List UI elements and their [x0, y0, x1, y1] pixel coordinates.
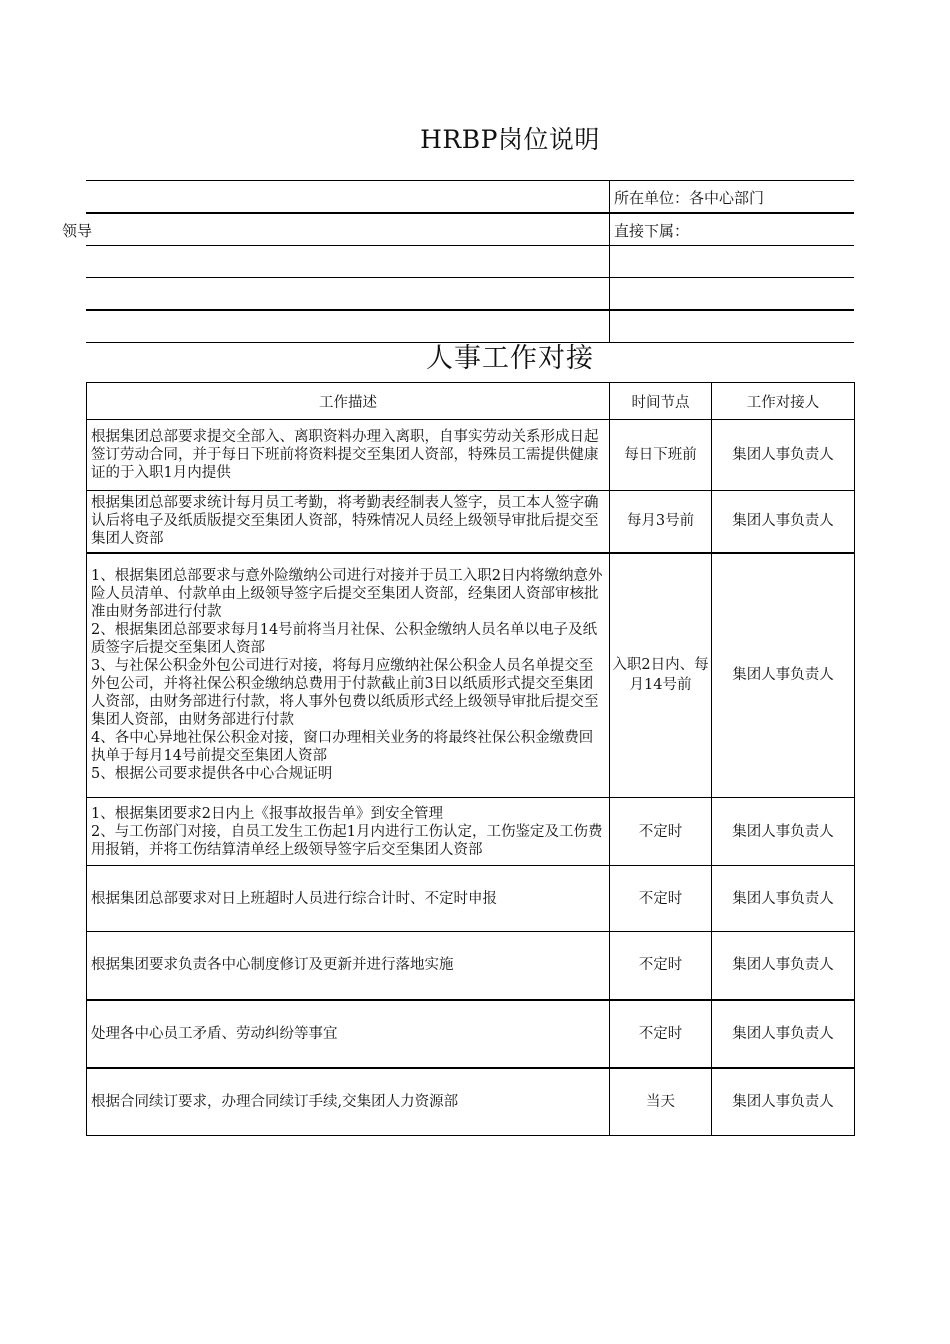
header-rule-3 [86, 245, 854, 246]
row-time: 当天 [610, 1068, 712, 1136]
row-contact: 集团人事负责人 [712, 932, 855, 1000]
row-contact: 集团人事负责人 [712, 491, 855, 553]
header-top-rule [86, 180, 854, 181]
description-line: 4、各中心异地社保公积金对接，窗口办理相关业务的将最终社保公积金缴费回执单于每月14号前提交至集团人资部 [91, 730, 594, 765]
row-time: 不定时 [610, 932, 712, 1000]
unit-label: 所在单位：各中心部门 [614, 189, 765, 207]
table-row [87, 491, 855, 553]
row-description [87, 553, 610, 798]
subordinate-label: 直接下属： [614, 222, 690, 240]
table-row [87, 798, 855, 866]
header-rule-4 [86, 277, 854, 278]
header-divider [609, 180, 610, 342]
page-title: HRBP岗位说明 [420, 125, 600, 154]
leader-label: 领导 [62, 222, 93, 240]
row-time: 不定时 [610, 866, 712, 932]
row-description [87, 1000, 610, 1068]
header-description: 工作描述 [87, 383, 610, 420]
row-time: 每日下班前 [610, 420, 712, 491]
row-description [87, 932, 610, 1000]
row-time: 不定时 [610, 798, 712, 866]
row-contact: 集团人事负责人 [712, 866, 855, 932]
description-line: 2、与工伤部门对接，自员工发生工伤起1月内进行工伤认定，工伤鉴定及工伤费用报销，并将工伤结算清单经上级领导签字后交至集团人资部 [91, 823, 603, 858]
description-line: 处理各中心员工矛盾、劳动纠纷等事宜 [91, 1025, 338, 1042]
row-time: 入职2日内、每月14号前 [610, 553, 712, 798]
row-description [87, 866, 610, 932]
description-line: 3、与社保公积金外包公司进行对接，将每月应缴纳社保公积金人员名单提交至外包公司，并将社保公积金缴纳总费用于付款截止前3日以纸质形式提交至集团人资部，由财务部进行付款，将人事外包费以纸质形式经上级领导审批后提交至集团人资部，由财务部进行付款 [91, 658, 599, 729]
table-row [87, 932, 855, 1000]
description-line: 根据集团总部要求统计每月员工考勤，将考勤表经制表人签字，员工本人签字确认后将电子及纸质版提交至集团人资部，特殊情况人员经上级领导审批后提交至集团人资部 [91, 495, 599, 548]
description-line: 1、根据集团要求2日内上《报事故报告单》到安全管理 [91, 805, 443, 822]
description-line: 1、根据集团总部要求与意外险缴纳公司进行对接并于员工入职2日内将缴纳意外险人员清单、付款单由上级领导签字后提交至集团人资部，经集团人资部审核批准由财务部进行付款 [91, 568, 603, 621]
table-row [87, 420, 855, 491]
row-contact: 集团人事负责人 [712, 1068, 855, 1136]
row-contact: 集团人事负责人 [712, 1000, 855, 1068]
header-time: 时间节点 [610, 383, 712, 420]
header-rule-5 [86, 309, 854, 311]
row-time: 不定时 [610, 1000, 712, 1068]
row-contact: 集团人事负责人 [712, 553, 855, 798]
description-line: 根据合同续订要求，办理合同续订手续,交集团人力资源部 [91, 1093, 459, 1110]
table-row [87, 553, 855, 798]
row-description [87, 491, 610, 553]
description-line: 2、根据集团总部要求每月14号前将当月社保、公积金缴纳人员名单以电子及纸质签字后提交至集团人资部 [91, 622, 598, 657]
row-contact: 集团人事负责人 [712, 798, 855, 866]
description-line: 根据集团要求负责各中心制度修订及更新并进行落地实施 [91, 957, 454, 974]
row-description [87, 420, 610, 491]
header-rule-2 [86, 212, 854, 214]
table-row [87, 1068, 855, 1136]
row-time: 每月3号前 [610, 491, 712, 553]
section-title: 人事工作对接 [426, 343, 594, 374]
description-line: 根据集团总部要求对日上班超时人员进行综合计时、不定时申报 [91, 890, 497, 907]
header-contact: 工作对接人 [712, 383, 855, 420]
description-line: 5、根据公司要求提供各中心合规证明 [91, 766, 333, 783]
table-row [87, 1000, 855, 1068]
table-header-row [87, 383, 855, 420]
row-description [87, 1068, 610, 1136]
table-row [87, 866, 855, 932]
description-line: 根据集团总部要求提交全部入、离职资料办理入离职，自事实劳动关系形成日起签订劳动合同，并于每日下班前将资料提交至集团人资部，特殊员工需提供健康证的于入职1月内提供 [91, 429, 599, 481]
row-contact: 集团人事负责人 [712, 420, 855, 491]
row-description [87, 798, 610, 866]
work-table [86, 382, 855, 1136]
